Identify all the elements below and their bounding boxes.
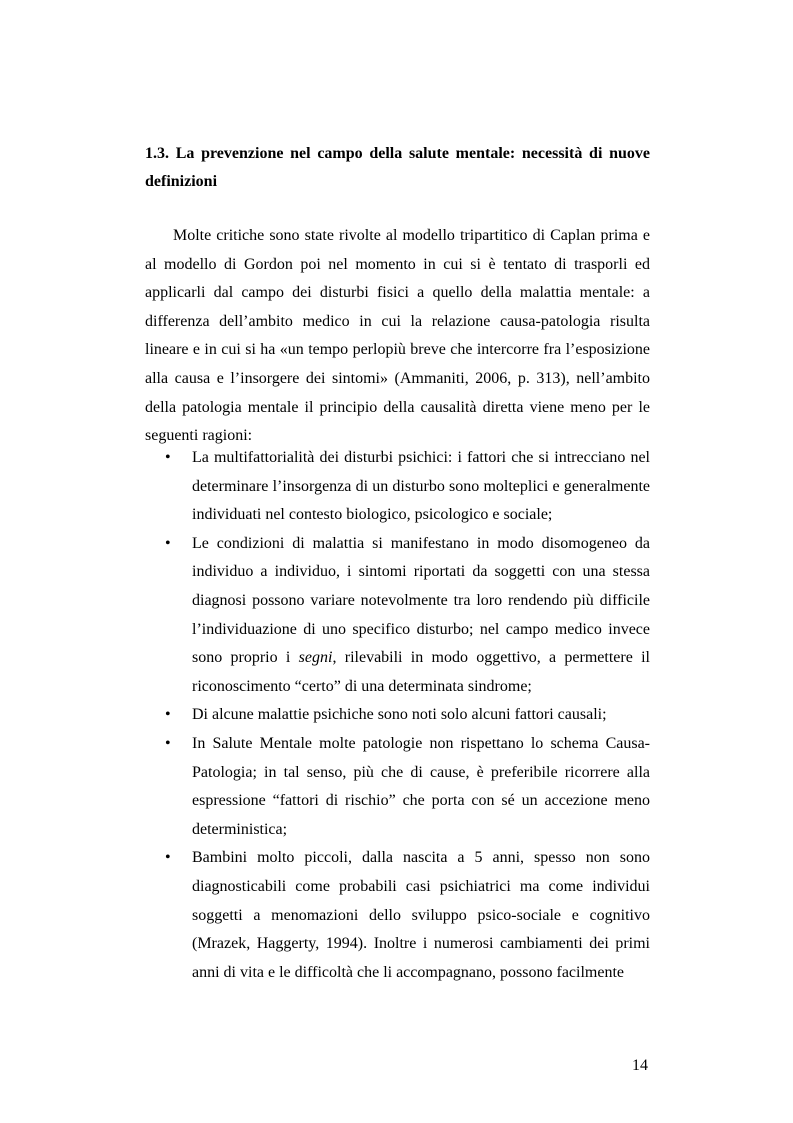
- bullet-icon: •: [165, 449, 171, 466]
- list-item: [145, 844, 650, 987]
- page-number: 14: [632, 1057, 648, 1074]
- list-item-text-part: , rilevabili in modo oggettivo, a permettere il riconoscimento “certo” di una determinata sindrome;: [192, 649, 650, 695]
- list-item-text-part: Le condizioni di malattia si manifestano in modo disomogeneo da individuo a individuo, i sintomi riportati da soggetti con una stessa diagnosi possono variare notevolmente tra loro rendendo più difficile l’individuazione di uno specifico disturbo; nel campo medico invece sono proprio i: [192, 534, 650, 667]
- list-item-text: Di alcune malattie psichiche sono noti solo alcuni fattori causali;: [192, 706, 607, 724]
- bullet-icon: •: [165, 734, 171, 752]
- list-item: [145, 701, 650, 730]
- reasons-list: [145, 444, 650, 987]
- list-item-text: In Salute Mentale molte patologie non rispettano lo schema Causa-Patologia; in tal senso, più che di cause, è preferibile ricorrere alla espressione “fattori di rischio” che porta con sé un accezione meno deterministica;: [192, 734, 650, 838]
- section-heading: 1.3. La prevenzione nel campo della salute mentale: necessità di nuove definizioni: [145, 145, 650, 190]
- bullet-icon: •: [165, 706, 171, 724]
- list-item-text: La multifattorialità dei disturbi psichici: i fattori che si intrecciano nel determinare l’insorgenza di un disturbo sono molteplici e generalmente individuati nel contesto biologico, psicologico e sociale;: [192, 449, 650, 524]
- emphasized-word: segni: [298, 649, 333, 667]
- list-item: [145, 530, 650, 702]
- list-item-text: Bambini molto piccoli, dalla nascita a 5 anni, spesso non sono diagnosticabili come probabili casi psichiatrici ma come individui soggetti a menomazioni dello sviluppo psico-sociale e cognitivo (Mrazek, Haggerty, 1994). Inoltre i numerosi cambiamenti dei primi anni di vita e le difficoltà che li accompagnano, possono facilmente: [192, 849, 650, 981]
- list-item: [145, 444, 650, 530]
- bullet-icon: •: [165, 534, 171, 552]
- bullet-icon: •: [165, 849, 171, 867]
- list-item-text: [192, 535, 650, 695]
- intro-paragraph: Molte critiche sono state rivolte al modello tripartitico di Caplan prima e al modello di Gordon poi nel momento in cui si è tentato di trasporli ed applicarli dal campo dei disturbi fisici a quello della malattia mentale: a differenza dell’ambito medico in cui la relazione causa-patologia risulta lineare e in cui si ha «un tempo perlopiù breve che intercorre fra l’esposizione alla causa e l’insorgere dei sintomi» (Ammaniti, 2006, p. 313), nell’ambito della patologia mentale il principio della causalità diretta viene meno per le seguenti ragioni:: [145, 227, 650, 445]
- list-item: [145, 730, 650, 844]
